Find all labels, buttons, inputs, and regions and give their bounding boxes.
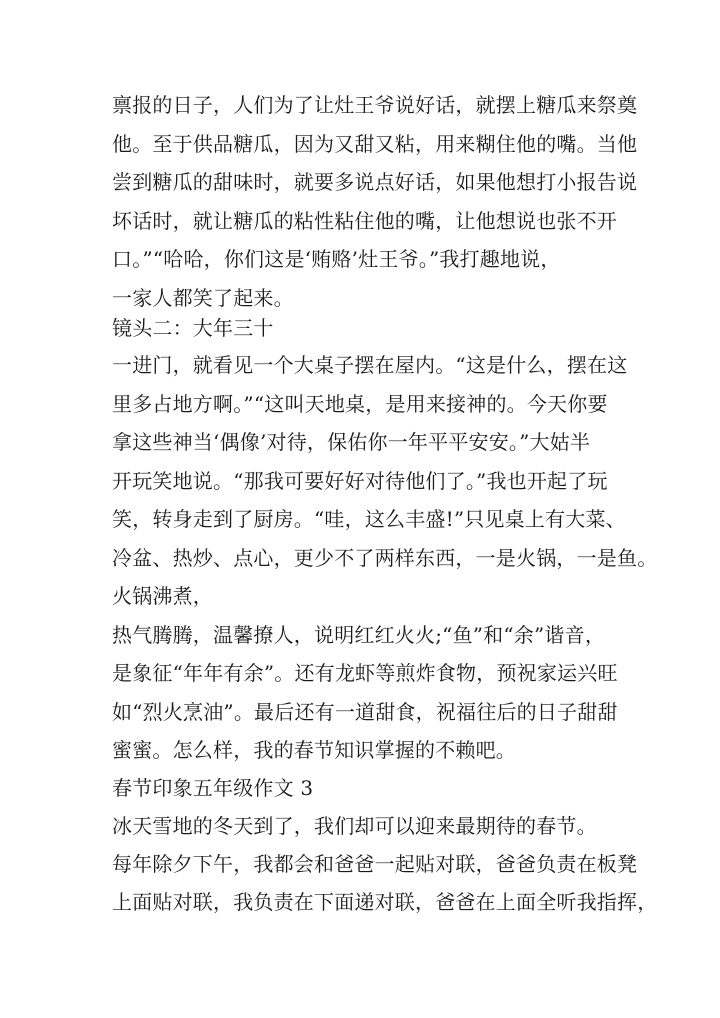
text-line: 坏话时，就让糖瓜的粘性粘住他的嘴，让他想说也张不开 bbox=[112, 209, 617, 233]
text-line: 一家人都笑了起来。 bbox=[112, 286, 294, 310]
text-line: 一进门，就看见一个大桌子摆在屋内。“这是什么，摆在这 bbox=[112, 353, 628, 377]
text-line: 笑，转身走到了厨房。“哇，这么丰盛!”只见桌上有大菜、 bbox=[112, 507, 626, 531]
text-line: 冷盆、热炒、点心，更少不了两样东西，一是火锅，一是鱼。 bbox=[112, 546, 658, 570]
text-line: 拿这些神当‘偶像’对待，保佑你一年平平安安。”大姑半 bbox=[112, 430, 591, 454]
text-line: 里多占地方啊。”“这叫天地桌，是用来接神的。今天你要 bbox=[112, 392, 608, 416]
text-line: 每年除夕下午，我都会和爸爸一起贴对联，爸爸负责在板凳 bbox=[112, 852, 638, 876]
text-line: 他。至于供品糖瓜，因为又甜又粘，用来糊住他的嘴。当他 bbox=[112, 132, 638, 156]
text-line: 尝到糖瓜的甜味时，就要多说点好话，如果他想打小报告说 bbox=[112, 170, 638, 194]
text-line: 是象征“年年有余”。还有龙虾等煎炸食物，预祝家运兴旺 bbox=[112, 661, 618, 685]
text-line: 上面贴对联，我负责在下面递对联，爸爸在上面全听我指挥， bbox=[112, 890, 658, 914]
section-heading: 春节印象五年级作文 3 bbox=[112, 776, 314, 800]
text-line: 热气腾腾，温馨撩人，说明红红火火;“鱼”和“余”谐音， bbox=[112, 623, 606, 647]
text-line: 开玩笑地说。“那我可要好好对待他们了。”我也开起了玩 bbox=[112, 469, 608, 493]
text-line: 如“烈火烹油”。最后还有一道甜食，祝福往后的日子甜甜 bbox=[112, 700, 618, 724]
text-line: 口。”“哈哈，你们这是‘贿赂’灶王爷。”我打趣地说， bbox=[112, 247, 561, 271]
text-line: 蜜蜜。怎么样，我的春节知识掌握的不赖吧。 bbox=[112, 738, 516, 762]
section-heading: 镜头二：大年三十 bbox=[112, 316, 274, 340]
text-line: 冰天雪地的冬天到了，我们却可以迎来最期待的春节。 bbox=[112, 814, 597, 838]
text-line: 禀报的日子，人们为了让灶王爷说好话，就摆上糖瓜来祭奠 bbox=[112, 93, 638, 117]
text-line: 火锅沸煮， bbox=[112, 584, 213, 608]
